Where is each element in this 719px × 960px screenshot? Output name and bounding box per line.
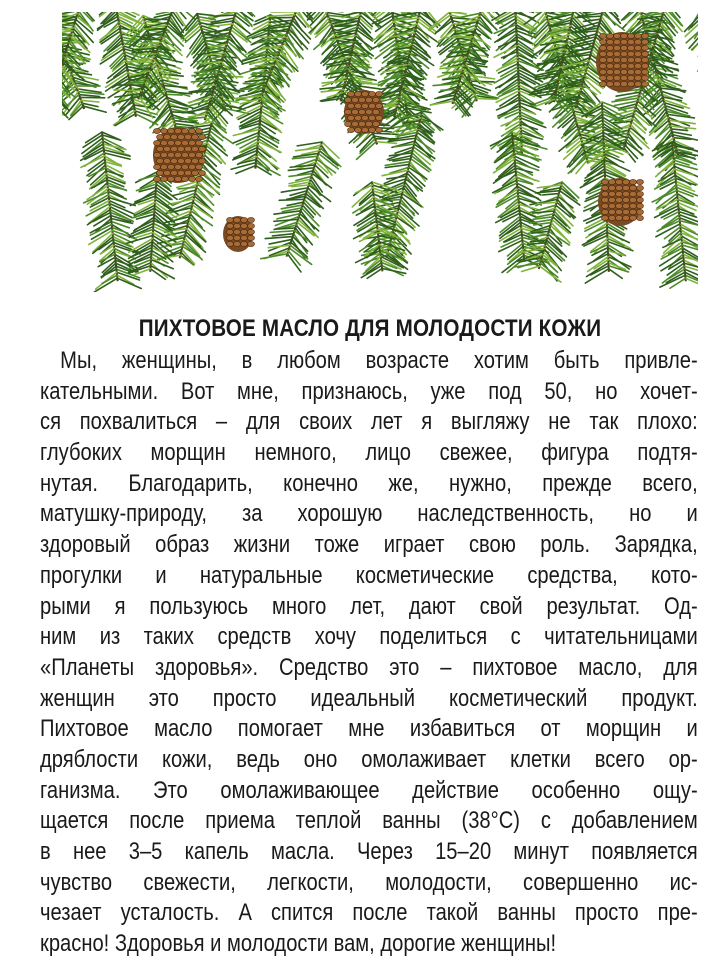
article-line: ганизма. Это омолаживающее действие особенно ощу- bbox=[40, 776, 698, 807]
article-body bbox=[40, 346, 698, 960]
pine-cone-icon bbox=[223, 216, 255, 252]
fir-branches-with-cones-icon bbox=[62, 12, 698, 292]
article-line: ся похвалиться – для своих лет я выгляжу не так плохо: bbox=[40, 407, 698, 438]
article-line: матушку-природу, за хорошую наследственность, но и bbox=[40, 499, 698, 530]
article-line: ним из таких средств хочу поделиться с читательницами bbox=[40, 622, 698, 653]
article-line: дряблости кожи, ведь оно омолаживает клетки всего ор- bbox=[40, 745, 698, 776]
article-line: рыми я пользуюсь много лет, дают свой результат. Од- bbox=[40, 592, 698, 623]
pine-cone-icon bbox=[596, 32, 649, 92]
article-line: кательными. Вот мне, признаюсь, уже под 50, но хочет- bbox=[40, 377, 698, 408]
article-line: здоровый образ жизни тоже играет свою роль. Зарядка, bbox=[40, 530, 698, 561]
article-line: женщин это просто идеальный косметический продукт. bbox=[40, 684, 698, 715]
pine-cone-icon bbox=[153, 127, 206, 183]
article-line: в нее 3–5 капель масла. Через 15–20 минут появляется bbox=[40, 837, 698, 868]
article-title: ПИХТОВОЕ МАСЛО ДЛЯ МОЛОДОСТИ КОЖИ bbox=[86, 315, 654, 343]
article-line: «Планеты здоровья». Средство это – пихтовое масло, для bbox=[40, 653, 698, 684]
pine-cone-icon bbox=[344, 90, 384, 134]
article-line: нутая. Благодарить, конечно же, нужно, прежде всего, bbox=[40, 469, 698, 500]
article-line: прогулки и натуральные косметические средства, кото- bbox=[40, 561, 698, 592]
article-line: чезает усталость. А спится после такой ванны просто пре- bbox=[40, 898, 698, 929]
article-line: Пихтовое масло помогает мне избавиться от морщин и bbox=[40, 714, 698, 745]
article-line: красно! Здоровья и молодости вам, дорогие женщины! bbox=[40, 929, 698, 960]
pine-cone-icon bbox=[598, 178, 644, 226]
article-line: Мы, женщины, в любом возрасте хотим быть привле- bbox=[40, 346, 698, 377]
article-line: глубоких морщин немного, лицо свежее, фигура подтя- bbox=[40, 438, 698, 469]
fir-branches-image bbox=[62, 12, 698, 292]
article-line: чувство свежести, легкости, молодости, совершенно ис- bbox=[40, 868, 698, 899]
article-line: щается после приема теплой ванны (38°С) с добавлением bbox=[40, 806, 698, 837]
